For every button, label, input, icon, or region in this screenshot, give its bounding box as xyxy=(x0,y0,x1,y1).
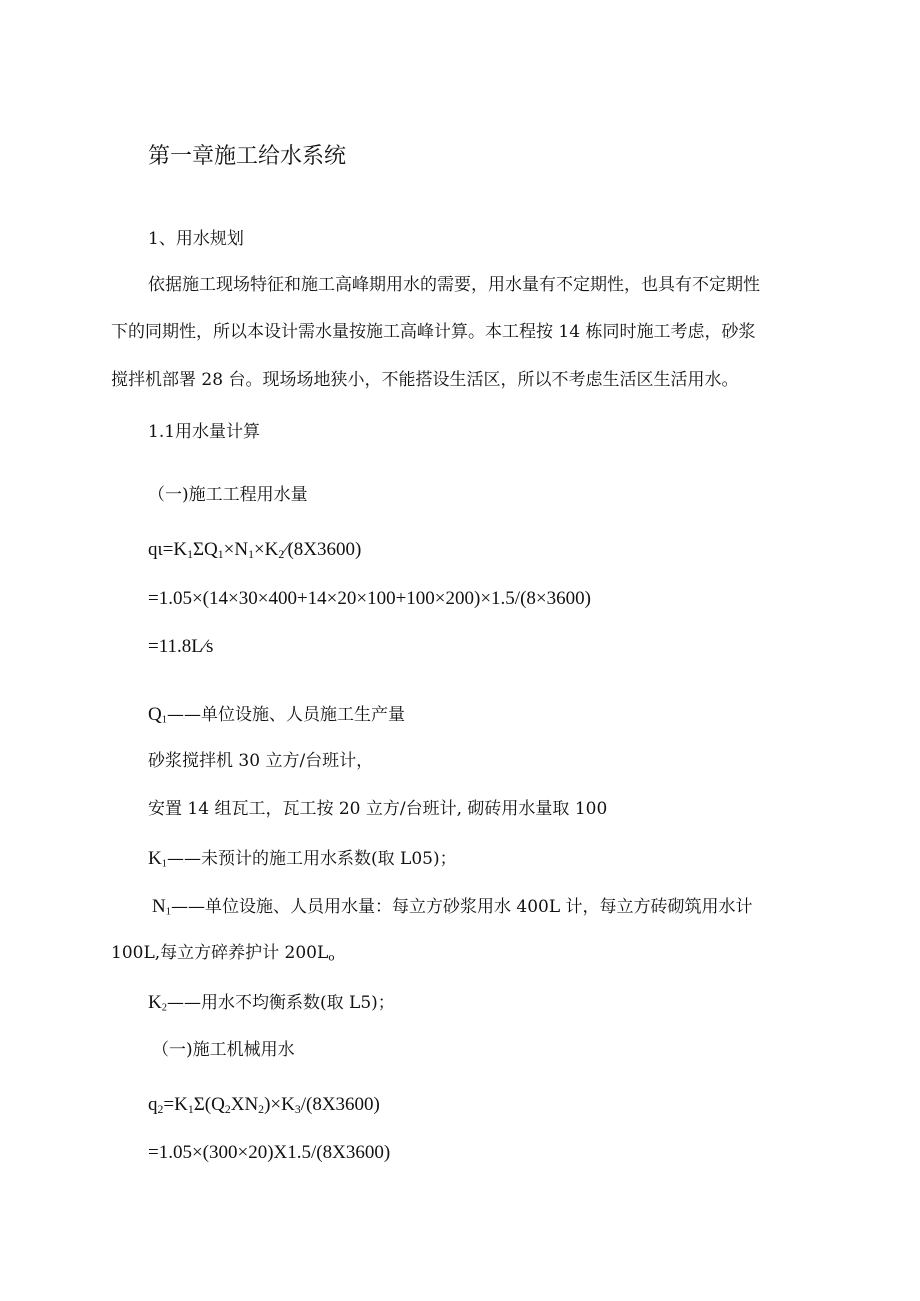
definition-n1: $N_1——$单位设施、人员用水量：每立方砂浆用水 400L 计，每立方砖砌筑用水计 xyxy=(152,896,753,918)
definition-k2: $K_2——$用水不均衡系数(取 L5)； xyxy=(148,992,395,1014)
intro-paragraph-line-3: 搅拌机部署 28 台。现场场地狭小，不能搭设生活区，所以不考虑生活区生活用水。 xyxy=(111,370,739,390)
part1-result: =11.8L∕s xyxy=(148,636,214,657)
part1-heading: （一)施工工程用水量 xyxy=(148,485,308,505)
part2-heading: （一)施工机械用水 xyxy=(152,1040,295,1060)
part2-formula: $q_2=K_1\Sigma(Q_2XN_2)\times K_3/(8X3600)$ xyxy=(148,1094,380,1116)
definition-q1-detail-2: 安置 14 组瓦工，瓦工按 20 立方/台班计, 砌砖用水量取 100 xyxy=(148,799,608,819)
chapter-title: 第一章施工给水系统 xyxy=(148,144,347,169)
intro-paragraph-line-2: 下的同期性，所以本设计需水量按施工高峰计算。本工程按 14 栋同时施工考虑，砂浆 xyxy=(111,322,756,342)
intro-paragraph-line-1: 依据施工现场特征和施工高峰期用水的需要，用水量有不定期性，也具有不定期性 xyxy=(148,275,760,295)
definition-q1: $Q_1——$单位设施、人员施工生产量 xyxy=(148,704,405,726)
section-heading: 1、用水规划 xyxy=(148,229,244,249)
part2-calculation: =1.05×(300×20)X1.5/(8X3600) xyxy=(148,1142,391,1163)
definition-k1: $K_1——$未预计的施工用水系数(取 L05)； xyxy=(148,848,457,870)
subsection-heading: 1.1用水量计算 xyxy=(148,422,261,442)
definition-q1-detail-1: 砂浆搅拌机 30 立方/台班计， xyxy=(148,751,374,771)
definition-n1-continuation: 100L,每立方碎养护计 $200L_o$ xyxy=(111,943,335,964)
part1-formula: $q\iota=K_1\Sigma Q_1\times N_1\times K_2∕(8X3600)$ xyxy=(148,539,362,561)
part1-calculation: =1.05×(14×30×400+14×20×100+100×200)×1.5/(8×3600) xyxy=(148,588,591,609)
